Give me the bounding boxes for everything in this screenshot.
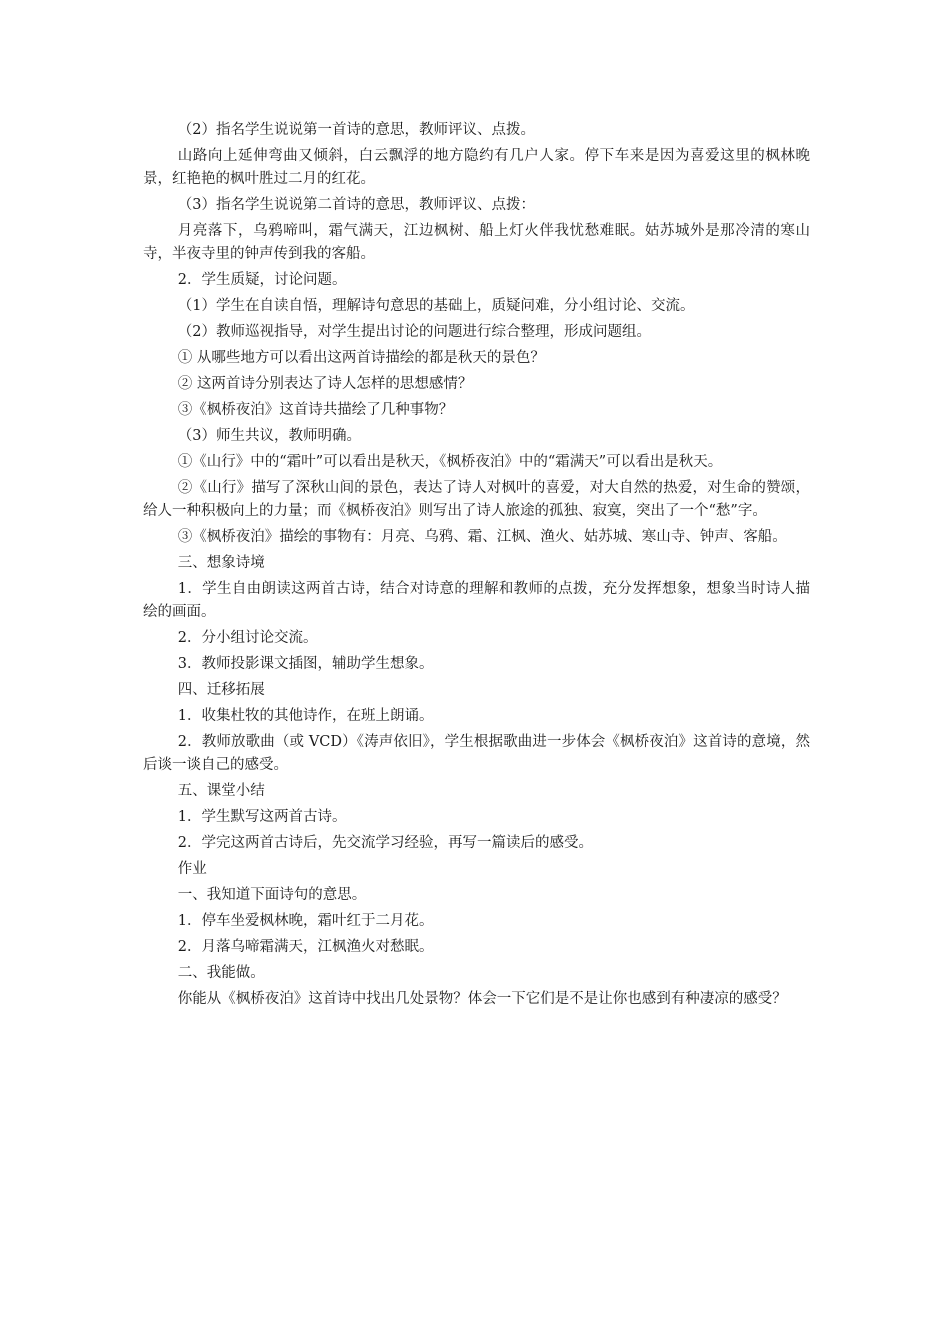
paragraph: 1．停车坐爱枫林晚，霜叶红于二月花。 <box>177 913 434 929</box>
paragraph: （3）师生共议，教师明确。 <box>177 428 362 444</box>
paragraph: 1．收集杜牧的其他诗作，在班上朗诵。 <box>177 708 434 724</box>
paragraph: 1．学生默写这两首古诗。 <box>177 809 347 825</box>
paragraph: 2．学生质疑，讨论问题。 <box>177 272 347 288</box>
section-heading: 三、想象诗境 <box>177 555 265 571</box>
section-heading: 四、迁移拓展 <box>177 682 265 698</box>
paragraph: ③《枫桥夜泊》描绘的事物有：月亮、乌鸦、霜、江枫、渔火、姑苏城、寒山寺、钟声、客船。 <box>177 529 787 545</box>
paragraph: ② 这两首诗分别表达了诗人怎样的思想感情？ <box>177 376 473 392</box>
section-heading: 作业 <box>177 861 207 877</box>
paragraph: 月亮落下，乌鸦啼叫，霜气满天，江边枫树、船上灯火伴我忧愁难眠。姑苏城外是那冷清的寒山寺，半夜寺里的钟声传到我的客船。 <box>143 223 810 262</box>
paragraph: ①《山行》中的“霜叶”可以看出是秋天，《枫桥夜泊》中的“霜满天”可以看出是秋天。 <box>177 454 723 470</box>
paragraph: 你能从《枫桥夜泊》这首诗中找出几处景物？体会一下它们是不是让你也感到有种凄凉的感受？ <box>177 991 787 1007</box>
paragraph: 1．学生自由朗读这两首古诗，结合对诗意的理解和教师的点拨，充分发挥想象，想象当时诗人描绘的画面。 <box>143 581 810 620</box>
paragraph: 2．分小组讨论交流。 <box>177 630 318 646</box>
section-heading: 二、我能做。 <box>177 965 265 981</box>
document-page <box>143 119 810 1014</box>
section-heading: 五、课堂小结 <box>177 783 265 799</box>
paragraph: ③《枫桥夜泊》这首诗共描绘了几种事物？ <box>177 402 454 418</box>
paragraph: ① 从哪些地方可以看出这两首诗描绘的都是秋天的景色？ <box>177 350 545 366</box>
paragraph: 2．月落乌啼霜满天，江枫渔火对愁眠。 <box>177 939 434 955</box>
paragraph: （2）指名学生说说第一首诗的意思，教师评议、点拨。 <box>177 122 536 138</box>
paragraph: （2）教师巡视指导，对学生提出讨论的问题进行综合整理，形成问题组。 <box>177 324 652 340</box>
section-heading: 一、我知道下面诗句的意思。 <box>177 887 367 903</box>
paragraph: （3）指名学生说说第二首诗的意思，教师评议、点拨： <box>177 197 536 213</box>
paragraph: 山路向上延伸弯曲又倾斜，白云飘浮的地方隐约有几户人家。停下车来是因为喜爱这里的枫林晚景，红艳艳的枫叶胜过二月的红花。 <box>143 148 810 187</box>
paragraph: （1）学生在自读自悟，理解诗句意思的基础上，质疑问难，分小组讨论、交流。 <box>177 298 695 314</box>
paragraph: 2．教师放歌曲（或 VCD）《涛声依旧》，学生根据歌曲进一步体会《枫桥夜泊》这首诗的意境，然后谈一谈自己的感受。 <box>143 734 810 773</box>
paragraph: 2．学完这两首古诗后，先交流学习经验，再写一篇读后的感受。 <box>177 835 594 851</box>
paragraph: 3．教师投影课文插图，辅助学生想象。 <box>177 656 434 672</box>
paragraph: ②《山行》描写了深秋山间的景色，表达了诗人对枫叶的喜爱，对大自然的热爱，对生命的赞颂，给人一种积极向上的力量；而《枫桥夜泊》则写出了诗人旅途的孤独、寂寞，突出了一个“愁”字。 <box>143 480 810 519</box>
